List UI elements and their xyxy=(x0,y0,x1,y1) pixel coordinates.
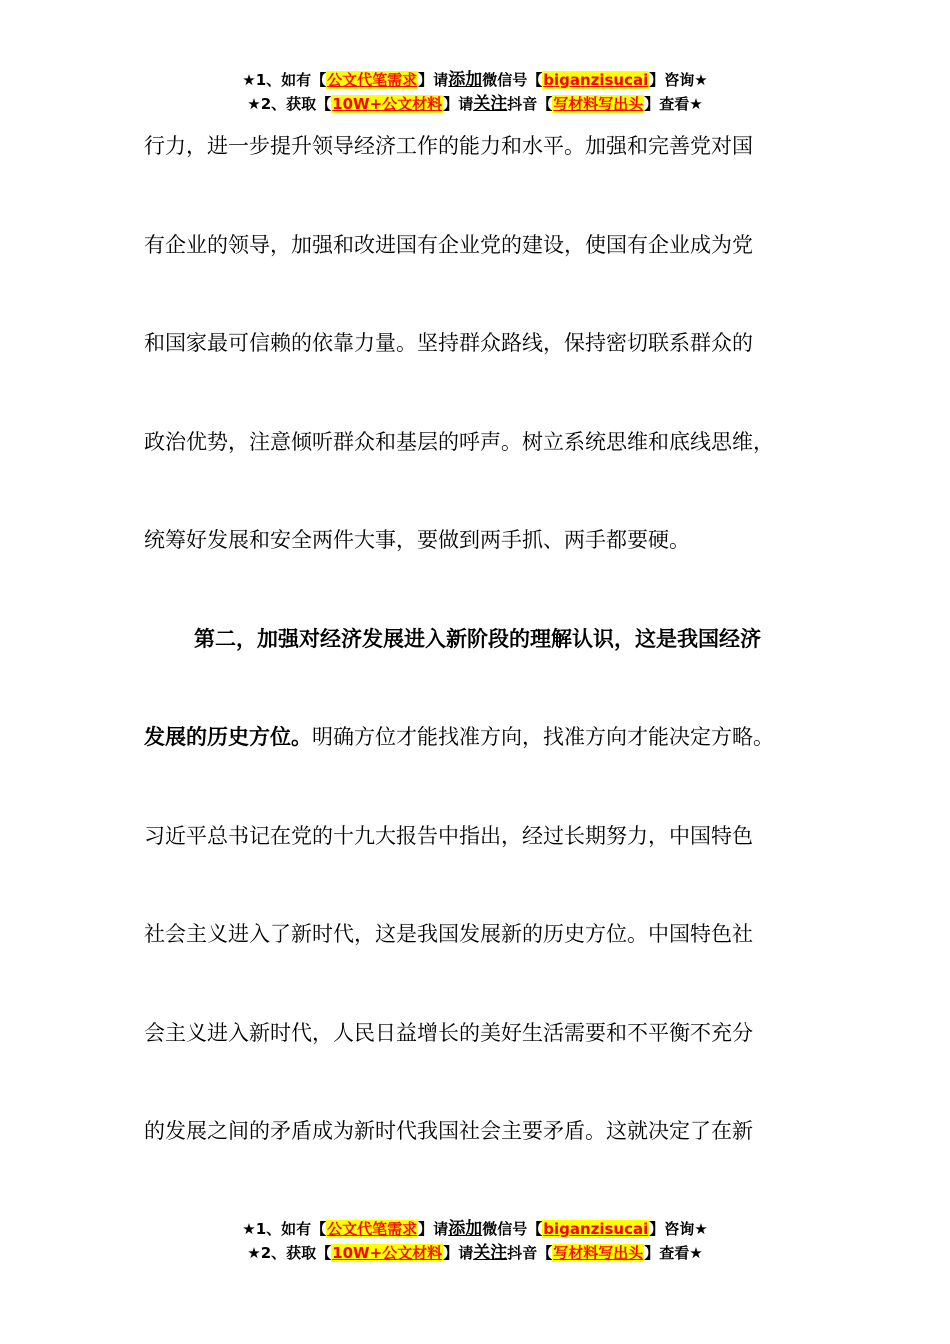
banner-text: 微信号【 xyxy=(482,71,543,89)
body-line: 习近平总书记在党的十九大报告中指出，经过长期努力，中国特色 xyxy=(144,823,753,848)
footer-banner xyxy=(0,1217,950,1265)
banner-text: 】请 xyxy=(418,71,449,89)
highlight-wechat-id: biganzisucai xyxy=(543,1220,649,1238)
highlight-wechat-id: biganzisucai xyxy=(543,71,649,89)
banner-text: 微信号【 xyxy=(482,1220,543,1238)
banner-text: 】咨询★ xyxy=(649,1220,708,1238)
banner-text: 】查看★ xyxy=(644,95,703,113)
banner-text: 】咨询★ xyxy=(649,71,708,89)
banner-text: ★1、如有【 xyxy=(242,1220,327,1238)
banner-emphasis: 添加 xyxy=(448,1219,483,1239)
body-line: 有企业的领导，加强和改进国有企业党的建设，使国有企业成为党 xyxy=(144,232,753,257)
banner-text: 】请 xyxy=(418,1220,449,1238)
banner-line-1 xyxy=(0,1217,950,1241)
body-line: 行力，进一步提升领导经济工作的能力和水平。加强和完善党对国 xyxy=(144,134,753,158)
body-line xyxy=(144,715,824,814)
body-text-segment: 明确方位才能找准方向，找准方向才能决定方略。 xyxy=(312,725,774,749)
highlight-materials: 10W+公文材料 xyxy=(332,1244,443,1262)
banner-line-1 xyxy=(0,68,950,92)
document-body xyxy=(144,124,824,1208)
highlight-service: 公文代笔需求 xyxy=(327,71,418,89)
banner-emphasis: 添加 xyxy=(448,70,483,90)
body-line: 社会主义进入了新时代，这是我国发展新的历史方位。中国特色社 xyxy=(144,922,753,946)
banner-text: 抖音【 xyxy=(507,95,553,113)
section-heading-end: 发展的历史方位。 xyxy=(144,725,312,749)
banner-emphasis: 关注 xyxy=(473,94,508,114)
section-heading: 第二，加强对经济发展进入新阶段的理解认识，这是我国经济 xyxy=(194,626,761,651)
highlight-douyin: 写材料写出头 xyxy=(553,1244,644,1262)
banner-text: 】请 xyxy=(443,95,474,113)
banner-emphasis: 关注 xyxy=(473,1243,508,1263)
body-line: 和国家最可信赖的依靠力量。坚持群众路线，保持密切联系群众的 xyxy=(144,331,753,355)
body-line: 的发展之间的矛盾成为新时代我国社会主要矛盾。这就决定了在新 xyxy=(144,1119,753,1143)
body-line: 统筹好发展和安全两件大事，要做到两手抓、两手都要硬。 xyxy=(144,528,690,552)
highlight-douyin: 写材料写出头 xyxy=(553,95,644,113)
banner-text: 】查看★ xyxy=(644,1244,703,1262)
highlight-materials: 10W+公文材料 xyxy=(332,95,443,113)
banner-text: ★2、获取【 xyxy=(247,1244,332,1262)
highlight-service: 公文代笔需求 xyxy=(327,1220,418,1238)
banner-text: ★2、获取【 xyxy=(247,95,332,113)
banner-line-2 xyxy=(0,1241,950,1265)
banner-line-2 xyxy=(0,92,950,116)
body-line: 会主义进入新时代，人民日益增长的美好生活需要和不平衡不充分 xyxy=(144,1020,753,1045)
banner-text: 抖音【 xyxy=(507,1244,553,1262)
header-banner xyxy=(0,68,950,116)
body-line: 政治优势，注意倾听群众和基层的呼声。树立系统思维和底线思维， xyxy=(144,429,774,454)
banner-text: ★1、如有【 xyxy=(242,71,327,89)
banner-text: 】请 xyxy=(443,1244,474,1262)
